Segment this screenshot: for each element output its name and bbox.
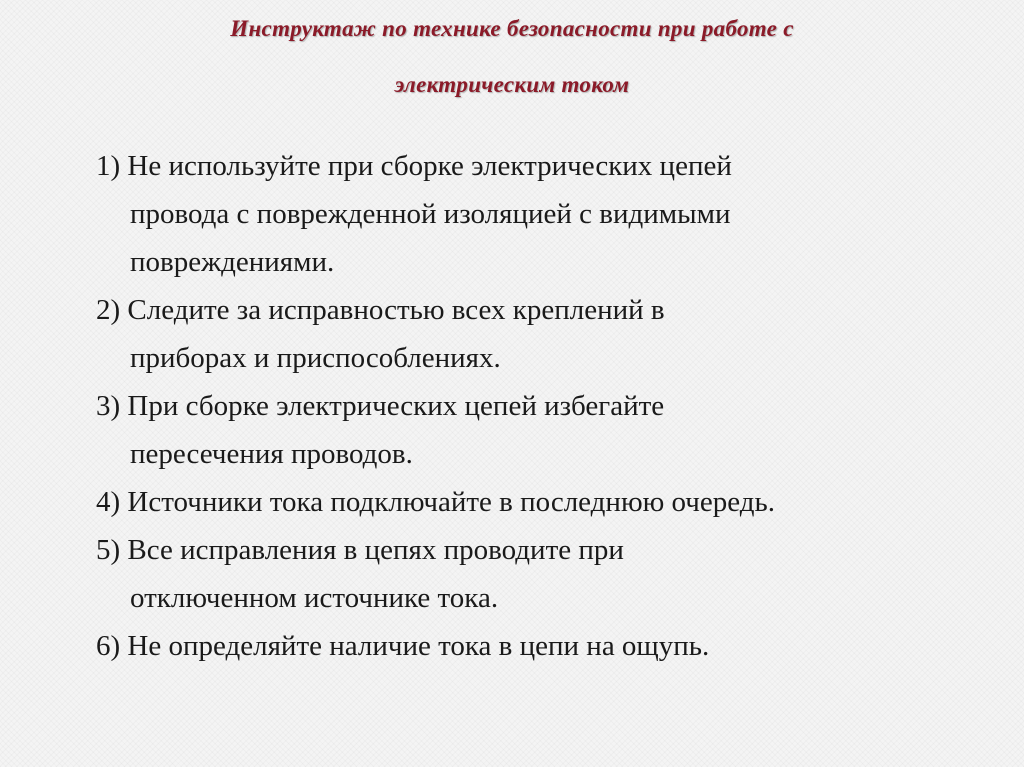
rule-text-line: провода с поврежденной изоляцией с видимыми	[130, 198, 731, 230]
rule-number: 2)	[96, 294, 121, 326]
rule-number: 6)	[96, 630, 121, 662]
title-line-1: Инструктаж по технике безопасности при работе с	[230, 16, 794, 41]
safety-rules-list	[96, 142, 956, 670]
rule-text-line: Не определяйте наличие тока в цепи на ощупь.	[127, 630, 710, 662]
rule-item-1	[96, 142, 956, 286]
rule-text-line: отключенном источнике тока.	[130, 582, 499, 614]
rule-text-line: Следите за исправностью всех креплений в	[127, 294, 665, 326]
rule-text-line: Не используйте при сборке электрических цепей	[127, 150, 732, 182]
title-line-2: электрическим током	[394, 72, 630, 97]
rule-text-line: При сборке электрических цепей избегайте	[127, 390, 665, 422]
rule-item-4	[96, 478, 956, 526]
rule-number: 5)	[96, 534, 121, 566]
rule-number: 3)	[96, 390, 121, 422]
rule-text-line: Все исправления в цепях проводите при	[127, 534, 624, 566]
rule-text-line: приборах и приспособлениях.	[130, 342, 501, 374]
rule-item-3	[96, 382, 956, 478]
rule-item-5	[96, 526, 956, 622]
rule-text-line: повреждениями.	[130, 246, 335, 278]
rule-number: 1)	[96, 150, 121, 182]
rule-item-2	[96, 286, 956, 382]
rule-item-6	[96, 622, 956, 670]
rule-number: 4)	[96, 486, 121, 518]
rule-text-line: пересечения проводов.	[130, 438, 413, 470]
rule-text-line: Источники тока подключайте в последнюю очередь.	[127, 486, 775, 518]
